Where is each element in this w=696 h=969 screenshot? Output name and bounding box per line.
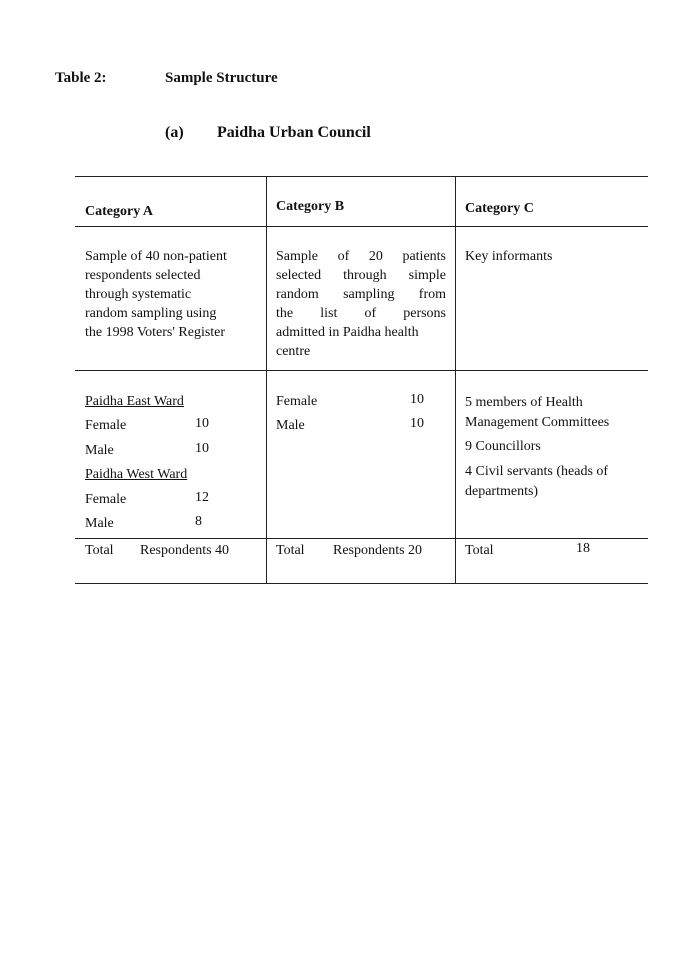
table-title: Sample Structure [165,70,278,86]
c-line-5: departments) [465,484,539,499]
header-category-a: Category A [85,204,154,219]
west-male-value: 8 [195,514,202,529]
b-male-label: Male [276,418,305,433]
total-c-value: 18 [576,541,590,556]
b-male-value: 10 [410,416,424,431]
west-female-label: Female [85,492,127,507]
c-line-1: 5 members of Health [465,395,583,410]
totals-top-rule [75,538,648,539]
east-female-value: 10 [195,416,209,431]
west-male-label: Male [85,516,114,531]
table-bottom-rule [75,583,648,584]
description-c: Key informants [465,249,553,264]
description-b-line-5: admitted in Paidha health [276,325,419,340]
total-b-value: Respondents 20 [333,543,423,558]
total-a-value: Respondents 40 [140,543,230,558]
east-female-label: Female [85,418,127,433]
east-male-value: 10 [195,441,209,456]
header-category-b: Category B [276,199,345,214]
description-a-line-2: respondents selected [85,268,201,283]
description-b-line-2: selected through simple [276,268,446,283]
column-divider-1 [266,176,267,583]
table-top-rule [75,176,648,177]
c-line-2: Management Committees [465,415,610,430]
column-divider-2 [455,176,456,583]
west-female-value: 12 [195,490,209,505]
description-bottom-rule [75,370,648,371]
header-bottom-rule [75,226,648,227]
description-a-line-5: the 1998 Voters' Register [85,325,226,340]
b-female-label: Female [276,394,318,409]
description-b-line-1: Sample of 20 patients [276,249,446,264]
description-a-line-4: random sampling using [85,306,217,321]
total-b-label: Total [276,543,305,558]
description-b-line-6: centre [276,344,311,359]
c-line-4: 4 Civil servants (heads of [465,464,609,479]
b-female-value: 10 [410,392,424,407]
east-male-label: Male [85,443,114,458]
table-label: Table 2: [55,70,107,86]
description-a-line-1: Sample of 40 non-patient [85,249,227,264]
c-line-3: 9 Councillors [465,439,541,454]
subsection-title: Paidha Urban Council [217,124,371,141]
header-category-c: Category C [465,201,534,216]
description-b-line-3: random sampling from [276,287,446,302]
total-a-label: Total [85,543,114,558]
description-a-line-3: through systematic [85,287,192,302]
total-c-label: Total [465,543,494,558]
description-b-line-4: the list of persons [276,306,446,321]
west-ward-label: Paidha West Ward [85,467,188,482]
east-ward-label: Paidha East Ward [85,394,184,409]
subsection-letter: (a) [165,124,184,141]
